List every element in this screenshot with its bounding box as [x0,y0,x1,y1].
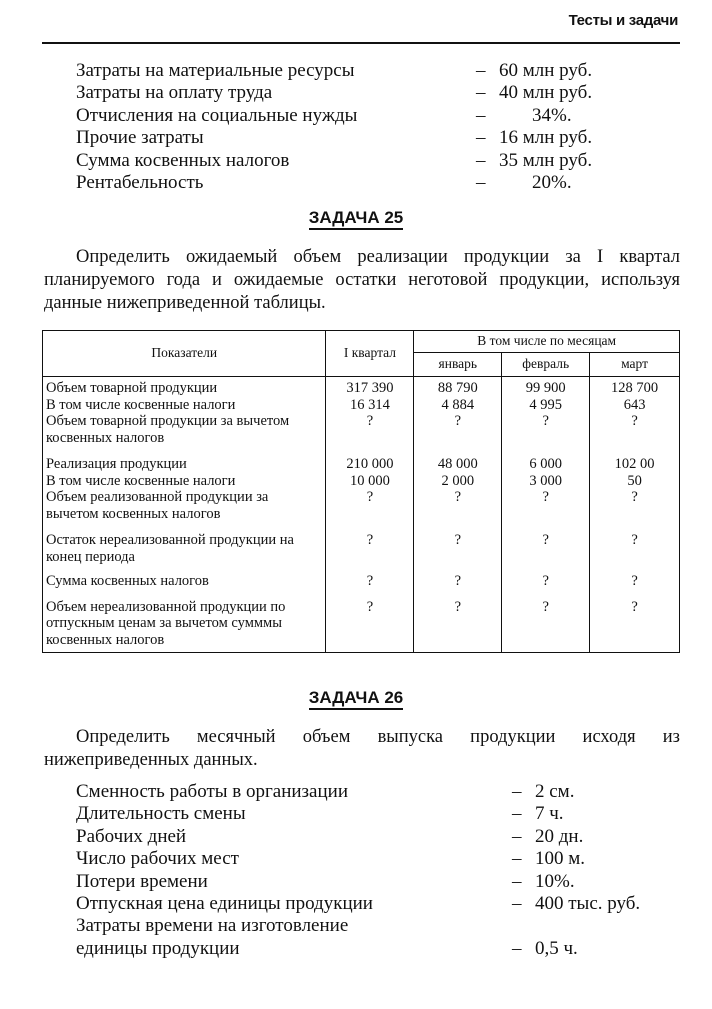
table-row [43,532,680,573]
cell-january: ? [414,599,502,653]
task-26-title-text: ЗАДАЧА 26 [309,688,404,710]
cell-march: ? [590,599,680,653]
cell-quarter: ? [326,599,414,653]
param-value: 400 тыс. руб. [535,892,641,914]
param-row [76,938,666,960]
param-dash: – [512,803,522,825]
row-name: Объем товарной продукции [43,377,326,397]
cell-march: ? [590,573,680,599]
cell-quarter: 16 314 [326,397,414,414]
param-row [76,781,666,803]
cell-quarter: 317 390 [326,377,414,397]
header-month-march: март [590,353,680,377]
cell-march: 50 [590,473,680,490]
param-value: 20 дн. [535,825,584,847]
table-row [43,599,680,653]
cell-january: 48 000 [414,456,502,473]
param-value: 7 ч. [535,803,564,825]
param-row [76,803,666,825]
indicators-table [42,330,680,653]
param-label: Затраты времени на изготовление [76,915,349,937]
header-indicator: Показатели [43,331,326,377]
row-name: Объем нереализованной продукции по отпускным ценам за вычетом сумммы косвенных налогов [43,599,326,653]
param-value: 40 млн руб. [499,82,593,104]
param-label: Отчисления на социальные нужды [76,104,358,126]
task-26-text: Определить месячный объем выпуска продукции исходя из нижеприведенных данных. [44,727,680,770]
param-row [76,848,666,870]
param-label: Рабочих дней [76,825,187,847]
param-dash: – [476,149,486,171]
table-row [43,573,680,599]
param-label: Сменность работы в организации [76,781,348,802]
param-row [76,172,666,194]
cell-january: 4 884 [414,397,502,414]
param-label: Затраты на материальные ресурсы [76,60,355,81]
param-row [76,82,666,104]
task-25-text: Определить ожидаемый объем реализации продукции за I квартал планируемого года и ожидаемые остатки неготовой продукции, используя данные нижеприведенной таблицы. [44,247,680,313]
param-label: Длительность смены [76,803,246,825]
param-value: 100 м. [535,848,586,870]
param-value: 2 см. [535,781,575,802]
param-dash: – [476,82,486,104]
cell-february: 6 000 [502,456,590,473]
param-label: Отпускная цена единицы продукции [76,892,373,914]
cell-march: ? [590,489,680,532]
param-dash: – [476,171,486,193]
param-label: Сумма косвенных налогов [76,149,290,171]
cell-february: ? [502,489,590,532]
table-row [43,377,680,397]
param-value: 20%. [532,171,572,193]
row-name: Сумма косвенных налогов [43,573,326,599]
param-value: 16 млн руб. [499,127,593,149]
param-label: Прочие затраты [76,127,204,149]
cell-quarter: ? [326,573,414,599]
param-row [76,893,666,915]
cell-march: ? [590,413,680,456]
row-name: Объем товарной продукции за вычетом косвенных налогов [43,413,326,456]
header-rule [42,42,680,44]
row-name: Объем реализованной продукции за вычетом косвенных налогов [43,489,326,532]
cell-february: ? [502,532,590,573]
table-row [43,473,680,490]
param-row [76,127,666,149]
cell-quarter: ? [326,532,414,573]
table-row [43,456,680,473]
param-label: Потери времени [76,870,208,892]
param-label: Затраты на оплату труда [76,82,273,104]
param-row [76,105,666,127]
cell-march: 128 700 [590,377,680,397]
header-month-february: февраль [502,353,590,377]
cell-march: 102 00 [590,456,680,473]
param-value: 60 млн руб. [499,60,593,81]
row-name: В том числе косвенные налоги [43,397,326,414]
param-value: 0,5 ч. [535,937,578,959]
param-label: Число рабочих мест [76,848,239,870]
table-row [43,413,680,456]
cell-quarter: 210 000 [326,456,414,473]
task-26-title [0,688,712,708]
cell-january: 88 790 [414,377,502,397]
param-label: Рентабельность [76,171,204,193]
param-dash: – [476,127,486,149]
param-dash: – [512,825,522,847]
task-25-title [0,208,712,228]
param-dash: – [512,848,522,870]
bottom-param-list [76,781,666,960]
cell-january: ? [414,489,502,532]
row-name: Реализация продукции [43,456,326,473]
cell-february: ? [502,573,590,599]
param-row [76,60,666,82]
param-row [76,826,666,848]
top-param-list [76,60,666,194]
param-row [76,871,666,893]
header-quarter: I квартал [326,331,414,377]
cell-february: ? [502,413,590,456]
cell-march: 643 [590,397,680,414]
param-value: 35 млн руб. [499,149,593,171]
cell-february: ? [502,599,590,653]
param-dash: – [476,104,486,126]
cell-january: ? [414,573,502,599]
param-dash: – [512,781,522,802]
param-dash: – [476,60,486,81]
cell-january: ? [414,413,502,456]
cell-february: 4 995 [502,397,590,414]
param-label: единицы продукции [76,937,240,959]
cell-february: 99 900 [502,377,590,397]
cell-january: ? [414,532,502,573]
param-row [76,915,666,937]
cell-february: 3 000 [502,473,590,490]
param-row [76,150,666,172]
cell-january: 2 000 [414,473,502,490]
task-25-title-text: ЗАДАЧА 25 [309,208,404,230]
header-months-group: В том числе по месяцам [414,331,680,353]
cell-march: ? [590,532,680,573]
row-name: В том числе косвенные налоги [43,473,326,490]
param-value: 34%. [532,104,572,126]
param-dash: – [512,892,522,914]
cell-quarter: ? [326,413,414,456]
running-header: Тесты и задачи [568,12,678,29]
header-month-january: январь [414,353,502,377]
param-dash: – [512,870,522,892]
table-row [43,489,680,532]
cell-quarter: ? [326,489,414,532]
table-row [43,397,680,414]
param-value: 10%. [535,870,575,892]
cell-quarter: 10 000 [326,473,414,490]
row-name: Остаток нереализованной продукции на конец периода [43,532,326,573]
param-dash: – [512,937,522,959]
